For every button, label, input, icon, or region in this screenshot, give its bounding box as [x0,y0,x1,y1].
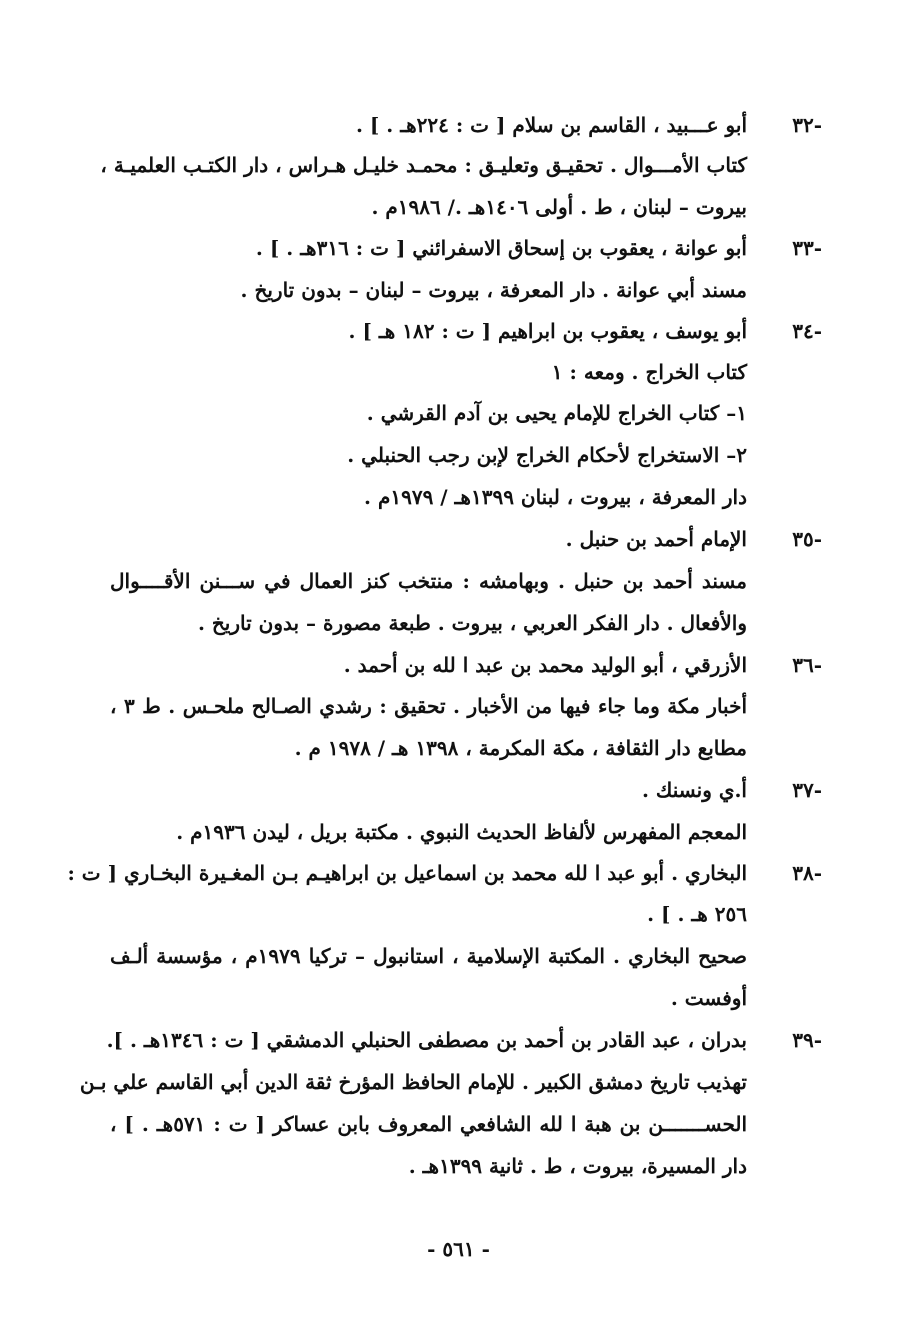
entry-text-line: أخبار مكة وما جاء فيها من الأخبار . تحقيق : رشدي الصـالح ملحـس . ط ٣ ، [110,694,747,718]
entry-author-line: الأزرقي ، أبو الوليد محمد بن عبد ا لله بن أحمد . [343,653,747,677]
entry-text-line: ١– كتاب الخراج للإمام يحيى بن آدم القرشي . [366,401,747,425]
entry-text-line: أوفست . [670,986,747,1010]
entry-author-line: البخاري . أبو عبد ا لله محمد بن اسماعيل بن ابراهيـم بـن المغـيرة البخـاري [ ت : [67,861,747,885]
entry-text-line: بيروت – لبنان ، ط . أولى ١٤٠٦هـ ./ ١٩٨٦م . [371,195,747,219]
entry-author-line: بدران ، عبد القادر بن أحمد بن مصطفى الحنبلي الدمشقي [ ت : ١٣٤٦هـ . ]. [106,1028,747,1052]
entry-text-line: صحيح البخاري . المكتبة الإسلامية ، استانبول – تركيا ١٩٧٩م ، مؤسسة ألـف [110,944,747,968]
entry-number: -٣٥ [792,527,822,551]
entry-number: -٣٩ [792,1028,822,1052]
entry-text-line: والأفعال . دار الفكر العربي ، بيروت . طبعة مصورة – بدون تاريخ . [197,611,747,635]
entry-number: -٣٢ [792,113,822,137]
entry-text-line: الحســـــــن بن هبة ا لله الشافعي المعروف بابن عساكر [ ت : ٥٧١هـ . ] ، [110,1112,747,1136]
entry-text-line: مطابع دار الثقافة ، مكة المكرمة ، ١٣٩٨ هـ / ١٩٧٨ م . [294,736,747,760]
entry-text-line: كتاب الأمـــوال . تحقيـق وتعليـق : محمـد خليـل هـراس ، دار الكتـب العلميـة ، [100,153,747,177]
entry-number: -٣٤ [792,319,822,343]
entry-author-line: الإمام أحمد بن حنبل . [565,527,747,551]
entry-text-line: دار المعرفة ، بيروت ، لبنان ١٣٩٩هـ / ١٩٧٩م . [364,485,747,509]
entry-text-line: ٢٥٦ هـ . ] . [647,902,747,926]
entry-number: -٣٦ [792,653,822,677]
entry-text-line: كتاب الخراج . ومعه : ١ [551,360,747,384]
page-number: - ٥٦١ - [427,1237,490,1261]
entry-text-line: ٢– الاستخراج لأحكام الخراج لإبن رجب الحنبلي . [347,443,747,467]
entry-text-line: دار المسيرة، بيروت ، ط . ثانية ١٣٩٩هـ . [408,1154,747,1178]
entry-author-line: أبو عوانة ، يعقوب بن إسحاق الاسفرائني [ ت : ٣١٦هـ . ] . [255,236,747,260]
entry-author-line: أبو عـــبيد ، القاسم بن سلام [ ت : ٢٢٤هـ . ] . [355,113,747,137]
entry-author-line: أ.ي ونسنك . [641,778,747,802]
entry-text-line: تهذيب تاريخ دمشق الكبير . للإمام الحافظ المؤرخ ثقة الدين أبي القاسم علي بـن [79,1070,747,1094]
entry-number: -٣٨ [792,861,822,885]
entry-author-line: أبو يوسف ، يعقوب بن ابراهيم [ ت : ١٨٢ هـ ] . [348,319,747,343]
entry-number: -٣٣ [792,236,822,260]
entry-number: -٣٧ [792,778,822,802]
entry-text-line: المعجم المفهرس لألفاظ الحديث النبوي . مكتبة بريل ، ليدن ١٩٣٦م . [176,820,747,844]
entry-text-line: مسند أحمد بن حنبل . وبهامشه : منتخب كنز العمال في ســـنن الأقــــوال [110,569,747,593]
entry-text-line: مسند أبي عوانة . دار المعرفة ، بيروت – لبنان – بدون تاريخ . [240,278,747,302]
